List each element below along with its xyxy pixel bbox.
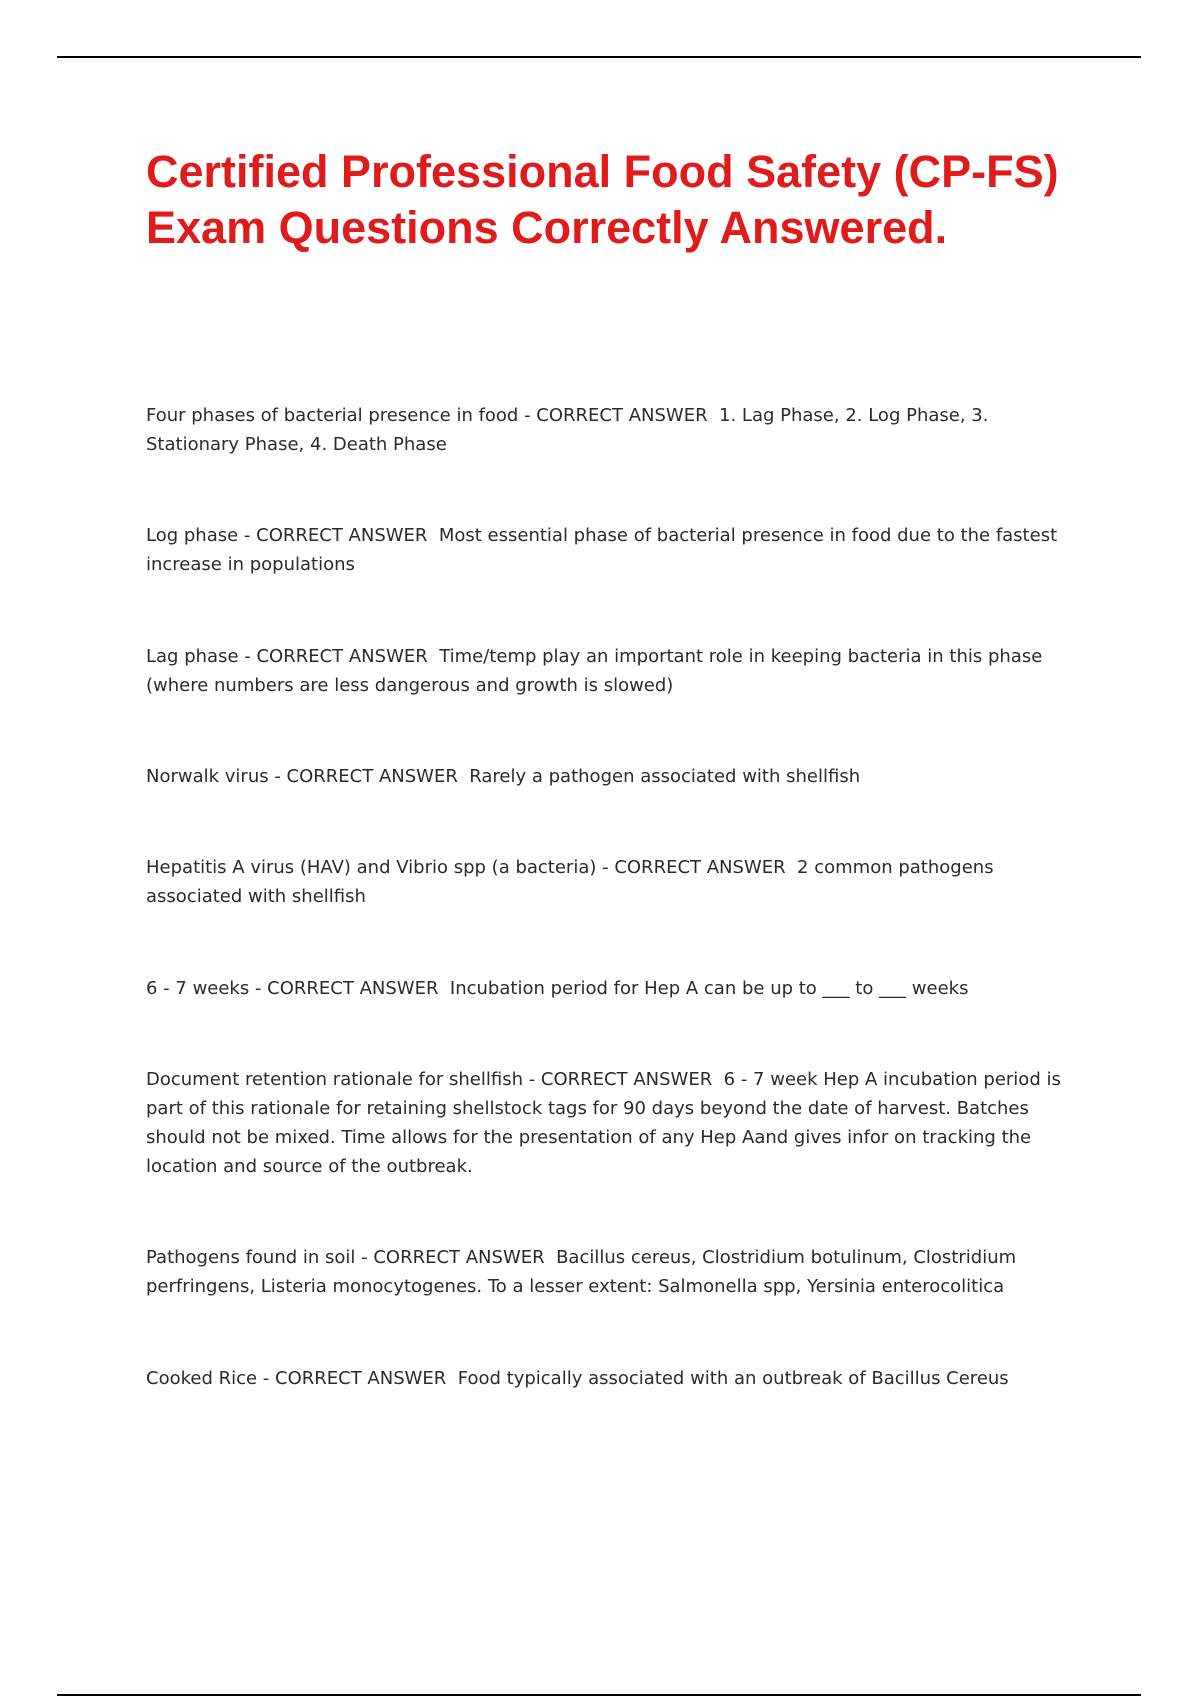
- qa-item: Four phases of bacterial presence in food - CORRECT ANSWER 1. Lag Phase, 2. Log Phase, 3. Stationary Phase, 4. Death Phase: [146, 405, 995, 455]
- header-rule: [57, 56, 1141, 58]
- qa-item: Pathogens found in soil - CORRECT ANSWER Bacillus cereus, Clostridium botulinum, Clostridium perfringens, Listeria monocytogenes. To a lesser extent: Salmonella spp, Yersinia enterocolitica: [146, 1247, 1022, 1297]
- qa-item: 6 - 7 weeks - CORRECT ANSWER Incubation period for Hep A can be up to ___ to ___ weeks: [146, 978, 969, 999]
- qa-item: Log phase - CORRECT ANSWER Most essential phase of bacterial presence in food due to the fastest increase in populations: [146, 525, 1063, 575]
- qa-item: Lag phase - CORRECT ANSWER Time/temp play an important role in keeping bacteria in this phase (where numbers are less dangerous and growth is slowed): [146, 646, 1049, 696]
- footer-rule: [57, 1694, 1141, 1696]
- qa-item: Cooked Rice - CORRECT ANSWER Food typically associated with an outbreak of Bacillus Cereus: [146, 1368, 1009, 1389]
- qa-item: Norwalk virus - CORRECT ANSWER Rarely a pathogen associated with shellfish: [146, 766, 861, 787]
- qa-item: Document retention rationale for shellfish - CORRECT ANSWER 6 - 7 week Hep A incubation period is part of this rationale for retaining shellstock tags for 90 days beyond the date of harvest. Batches should not be mixed. Time allows for the presentation of any Hep Aand gives infor on tracking the location and source of the outbreak.: [146, 1069, 1067, 1177]
- qa-item: Hepatitis A virus (HAV) and Vibrio spp (a bacteria) - CORRECT ANSWER 2 common pathogens associated with shellfish: [146, 857, 1000, 907]
- document-title: Certified Professional Food Safety (CP-FS) Exam Questions Correctly Answered.: [146, 146, 1059, 253]
